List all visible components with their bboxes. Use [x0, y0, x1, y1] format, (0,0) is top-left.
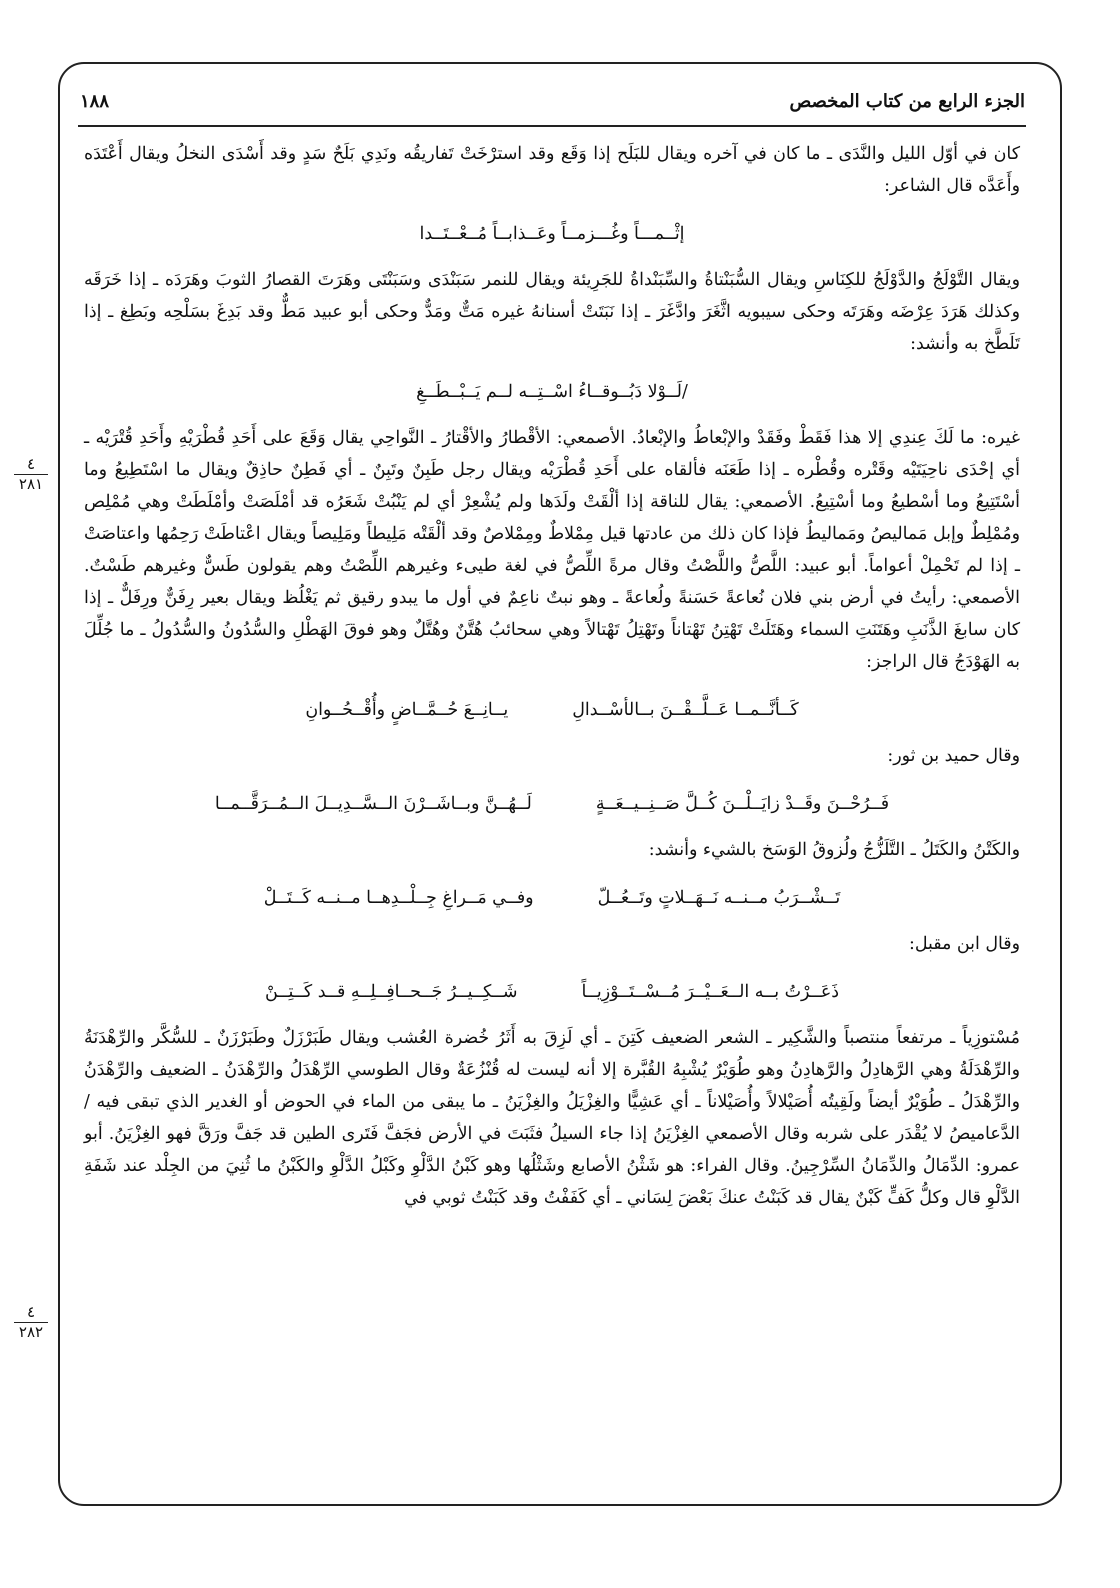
paragraph: غيره: ما لَكَ عِندِي إلا هذا فَقَطْ وفَقَدْ والإبْعاطُ والإبْعادُ. الأصمعي: الأقْطارُ والأقْتارُ ـ النَّواحِي يقال وَقَعَ على أَحَدِ قُطْرَيْهِ وأَحَدِ قُتْرَيْه ـ أي إحْدَى ناحِيَتَيْه وقَتْره وقُطْره ـ إذا طَعَنَه فألقاه على أَحَدِ قُطْرَيْه ويقال رجل طَبِنٌ وتَبِنٌ ـ أي فَطِنٌ حاذِقٌ ويقال ما اسْتَطِيعُ وما أسْتَتِيعُ وما أسْطيعُ وما أسْتِيعُ. الأصمعي: يقال للناقة إذا ألْقَتْ ولَدَها ولم يُشْعِرْ أي لم يَنْبُتْ شَعَرُه قد أمْلَصَتْ وأمْلَطَتْ وهي مُمْلِص ومُمْلِطٌ وإبل مَماليصُ ومَماليطُ فإذا كان ذلك من عادتها قيل مِمْلاطٌ ومِمْلاصٌ وقد ألْقَتْه مَلِيطاً ومَلِيصاً ويقال اعْتاطَتْ رَحِمُها واعتاصَتْ ـ إذا لم تَحْمِلْ أعواماً. أبو عبيد: اللَّصُّ واللَّصْتُ وقال مرةً اللِّصُّ في لغة طيىء وغيرهم اللِّصْتُ وهم يقولون طَسٌّ وغيرهم طَسْتٌ. الأصمعي: رأيتُ في أرض بني فلان نُعاعةً حَسَنةً ولُعاعةً ـ وهو نبتٌ ناعِمٌ في أول ما يبدو رقيق ثم يَغْلُظ ويقال بعير رِفَنٌّ ورِفَلٌّ ـ إذا كان سابغَ الذَّنَبِ وهَتَنَتِ السماء وهَتَلَتْ تَهْتِنُ تَهْتاناً وتَهْتِلُ تَهْتالاً وهي سحائبُ هُتَّنٌ وهُتَّلٌ وهو فوقَ الهَطْلِ والسُّدُونُ والسُّدُولُ ـ ما جُلِّلَ به الهَوْدَجُ قال الراجز:: [84, 428, 1020, 672]
verse-first-hemistich: كَــأنَّــمــا عَــلَّــقْــنَ بــالأسْــدالِ: [572, 700, 799, 720]
verse: [84, 882, 1020, 914]
verse-first-hemistich: فَــرُحْــنَ وقَــدْ زايَــلْــنَ كُــلَّ صَــنِــيــعَــةٍ: [595, 794, 890, 814]
margin-page: ٢٨١: [18, 475, 44, 493]
verse: [84, 694, 1020, 726]
verse-second-hemistich: وفــي مَــراغِ جِــلْــدِهــا مــنــه كَــتَــلْ: [263, 888, 534, 908]
verse-intro: وقال ابن مقبل:: [908, 934, 1020, 954]
paragraph: مُسْتوزِياً ـ مرتفعاً منتصباً والشَّكِير ـ الشعر الضعيف كَتِنَ ـ أي لَزِقَ به أَثَرُ خُضرة العُشب ويقال طَبَرْزَلٌ وطَبَرْزَنٌ ـ للسُّكَّر والرِّهْدَنَةُ والرِّهْدَلَةُ وهي الرَّهادِلُ والرَّهادِنُ وهو طُوَيْرٌ يُشْبِهُ القُبَّرة إلا أنه ليست له قُنْزُعَةٌ وقال الطوسي الرِّهْدَلُ والرِّهْدَنُ ـ الضعيف والرِّهْدَنُ والرِّهْدَلُ ـ طُوَيْرٌ أيضاً ولَقِيتُه أُصَيْلالاً وأُصَيْلاناً ـ أي عَشِيًّا والغِزْيَلُ والغِزْيَنُ ـ ما يبقى من الماء في الحوض أو الغدير الذي تبقى فيه / الدَّعاميصُ لا يُقْدَر على شربه وقال الأصمعي الغِزْيَنُ إذا جاء السيلُ فثَبَتَ في الأرض فجَفَّ فَتَرى الطين قد جَفَّ ورَقَّ فهو الغِزْيَنُ. أبو عمرو: الدِّمَالُ والدِّمَانُ السِّرْجِينُ. وقال الفراء: هو شَثْنُ الأصابع وشَثْلُها وهو كَبْنُ الدَّلْوِ وكَبْلُ الدَّلْوِ والكَبْنُ ما ثُنِيَ من الجِلْد عند شَفَةِ الدَّلْوِ قال وكلُّ كَفٍّ كَبْنٌ يقال قد كَبَنْتُ عنكَ بَعْضَ لِسَاني ـ أي كَفَفْتُ وقد كَبَنْتُ ثوبي في: [84, 1028, 1020, 1208]
verse-intro: وقال حميد بن ثور:: [887, 746, 1020, 766]
verse: إثْــمـــاً وغُـــزمــاً وعَــذابــاً مُــعْــتَــدا: [419, 224, 685, 244]
header-rule: [78, 125, 1026, 127]
verse-second-hemistich: شَــكِــيــرُ جَــحــافِــلِــهِ قــد كَــتِــنْ: [265, 982, 518, 1002]
verse: [84, 788, 1020, 820]
verse: /لَــوْلا دَبُــوقــاءُ اسْــتِــه لــم يَــبْــطَــغِ: [416, 382, 688, 402]
paragraph: كان في أوّل الليل والنَّدَى ـ ما كان في آخره ويقال للبَلَح إذا وَقَع وقد استرْخَتْ تَفاريقُه ونَدِي بَلَحٌ سَدٍ وقد أَسْدَى النخلُ ويقال أَعْتَدَه وأَعَدَّه قال الشاعر:: [84, 144, 1020, 196]
verse-first-hemistich: تَــشْــرَبُ مــنــه نَــهَــلاتٍ وتَــعُــلّ: [597, 888, 841, 908]
paragraph: ويقال التَّوْلَجُ والدَّوْلَجُ للكِنَاسِ ويقال السُّبَنْتاةُ والسِّبَنْداةُ للجَرِيئة ويقال للنمر سَبَنْدَى وسَبَنْتَى وهَرَتَ القصارُ الثوبَ وهَرَدَه ـ إذا خَرَقَه وكذلك هَرَدَ عِرْضَه وهَرَتَه وحكى سيبويه اثَّغَرَ وادَّغَرَ ـ إذا نَبَتَتْ أسنانهُ غيره مَتٌّ ومَدٌّ وحكى أبو عبيد مَطٌّ وقد بَدِغَ بسَلْحِه وبَطِغ ـ إذا تَلَطَّخ به وأنشد:: [84, 270, 1020, 354]
verse-second-hemistich: يــانِــعَ حُــمَّــاضٍ وأُقْــحُــوانِ: [305, 700, 509, 720]
margin-volume: ٤: [14, 456, 48, 475]
running-header: [80, 86, 1025, 116]
verse-second-hemistich: لَــهُــنَّ وبــاشَــرْنَ الــسَّــدِيــلَ الــمُــرَقَّــمــا: [214, 794, 532, 814]
book-title: الجزء الرابع من كتاب المخصص: [789, 90, 1025, 112]
verse: [84, 976, 1020, 1008]
margin-volume: ٤: [14, 1304, 48, 1323]
verse-first-hemistich: ذَعَــرْتُ بــه الــعَــيْــرَ مُــسْــتَــوْزِيــاً: [581, 982, 839, 1002]
margin-page: ٢٨٢: [18, 1323, 44, 1341]
page-number: ١٨٨: [80, 90, 110, 112]
main-text: [84, 138, 1020, 1214]
margin-reference: [14, 1304, 48, 1341]
margin-reference: [14, 456, 48, 493]
paragraph: والكَتْنُ والكَتَلُ ـ التَّلَزُّجُ ولُزوقُ الوَسَخ بالشيء وأنشد:: [648, 840, 1020, 860]
